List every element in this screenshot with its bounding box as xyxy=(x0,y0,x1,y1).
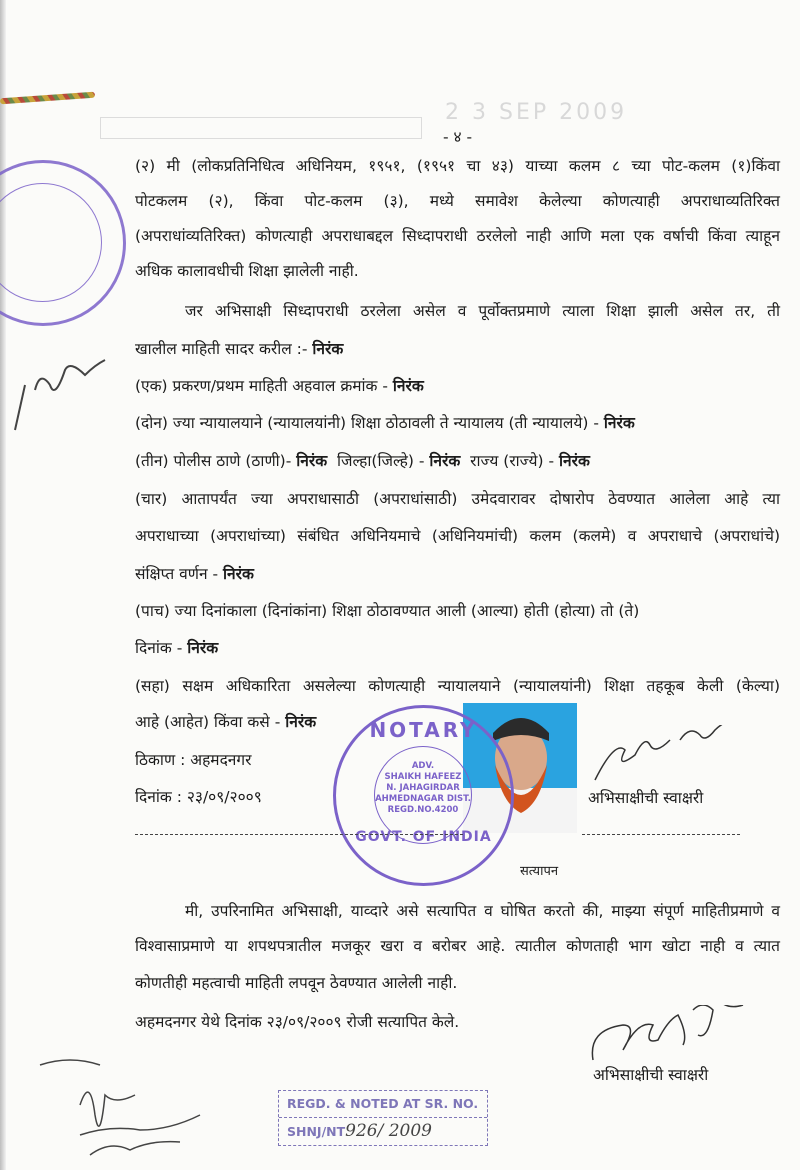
nil-value: निरंक xyxy=(559,452,590,470)
nil-value: निरंक xyxy=(187,639,219,657)
verification-heading: सत्यापन xyxy=(520,864,559,879)
item-char-line: संक्षिप्त वर्णन - निरंक xyxy=(135,565,254,583)
notary-stamp-bottom-text: GOVT. OF INDIA xyxy=(355,829,492,845)
para1-line: पोटकलम (२), किंवा पोट-कलम (३), मध्ये समावेश केलेल्या कोणत्याही अपराधाव्यतिरिक्त xyxy=(135,192,780,210)
page-number: - ४ - xyxy=(442,128,473,146)
place: ठिकाण : अहमदनगर xyxy=(135,751,252,769)
verification-line: अहमदनगर येथे दिनांक २३/०९/२००९ रोजी सत्यापित केले. xyxy=(135,1013,460,1031)
binding-thread xyxy=(0,92,95,105)
nil-value: निरंक xyxy=(392,377,424,395)
nil-value: निरंक xyxy=(429,452,461,470)
deponent-signature-label: अभिसाक्षीची स्वाक्षरी xyxy=(588,789,704,807)
item-char-line: (चार) आतापर्यंत ज्या अपराधासाठी (अपराधांसाठी) उमेदवारावर दोषारोप ठेवण्यात आलेला आहे त्या xyxy=(135,490,780,508)
ghost-date-stamp: 2 3 SEP 2009 xyxy=(445,100,628,125)
verification-line: मी, उपरिनामित अभिसाक्षी, याव्दारे असे सत्यापित व घोषित करतो की, माझ्या संपूर्ण माहितीप्रमाणे व xyxy=(185,902,780,920)
item-char-line: अपराधाच्या (अपराधांच्या) संबंधित अधिनियमाचे (अधिनियमांची) कलम (कलमे) व अपराधाचे (अपराधांचे) xyxy=(135,527,780,545)
item-saha-line: (सहा) सक्षम अधिकारिता असलेल्या कोणत्याही न्यायालयाने (न्यायालयांनी) शिक्षा तहकूब केली (केल्या) xyxy=(135,677,780,695)
notary-stamp xyxy=(333,705,514,886)
handwritten-initials-left xyxy=(5,335,115,445)
date: दिनांक : २३/०९/२००९ xyxy=(135,788,262,806)
notary-stamp-left xyxy=(0,160,126,326)
deponent-signature xyxy=(590,725,770,785)
register-stamp-line1: REGD. & NOTED AT SR. NO. xyxy=(287,1096,479,1111)
handwritten-notes-bottom-left xyxy=(30,1045,230,1165)
item-pach-line: (पाच) ज्या दिनांकाला (दिनांकांना) शिक्षा ठोठावण्यात आली (आल्या) होती (होत्या) तो (ते) xyxy=(135,602,640,620)
verification-line: विश्वासाप्रमाणे या शपथपत्रातील मजकूर खरा व बरोबर आहे. त्यातील कोणताही भाग खोटा नाही व त्यात xyxy=(135,937,780,955)
verification-signature xyxy=(585,1005,775,1065)
register-stamp xyxy=(278,1090,488,1146)
verification-signature-label: अभिसाक्षीची स्वाक्षरी xyxy=(593,1066,709,1084)
para2-line: खालील माहिती सादर करील :- निरंक xyxy=(135,340,344,358)
item-ek: (एक) प्रकरण/प्रथम माहिती अहवाल क्रमांक - निरंक xyxy=(135,377,424,395)
para1-line: (२) मी (लोकप्रतिनिधित्व अधिनियम, १९५१, (१९५१ चा ४३) याच्या कलम ८ च्या पोट-कलम (१)किंवा xyxy=(135,157,780,175)
nil-value: निरंक xyxy=(223,565,254,583)
item-don: (दोन) ज्या न्यायालयाने (न्यायालयांनी) शिक्षा ठोठावली ते न्यायालय (ती न्यायालये) - निरंक xyxy=(135,414,635,432)
nil-value: निरंक xyxy=(603,414,635,432)
nil-value: निरंक xyxy=(312,340,344,358)
item-pach-line: दिनांक - निरंक xyxy=(135,639,219,657)
divider-left xyxy=(135,834,463,835)
register-number-handwritten: 926/ 2009 xyxy=(345,1121,432,1141)
notary-stamp-top-text: NOTARY xyxy=(369,718,478,742)
item-saha-line: आहे (आहेत) किंवा कसे - निरंक xyxy=(135,713,317,731)
para2-line: जर अभिसाक्षी सिध्दापराधी ठरलेला असेल व पूर्वोक्तप्रमाणे त्याला शिक्षा झाली असेल तर, ती xyxy=(185,302,780,320)
nil-value: निरंक xyxy=(285,713,317,731)
nil-value: निरंक xyxy=(296,452,328,470)
para1-line: (अपराधांव्यतिरिक्त) कोणत्याही अपराधाबद्दल सिध्दापराधी ठरलेलो नाही आणि मला एक वर्षाची किंवा त्याहून xyxy=(135,227,780,245)
notary-stamp-inner-text: ADV. SHAIKH HAFEEZ N. JAHAGIRDAR AHMEDNAGAR DIST. REGD.NO.4200 xyxy=(375,761,471,815)
divider-right xyxy=(582,834,740,835)
para1-line: अधिक कालावधीची शिक्षा झालेली नाही. xyxy=(135,262,359,280)
item-teen: (तीन) पोलीस ठाणे (ठाणी)- निरंक जिल्हा(जिल्हे) - निरंक राज्य (राज्ये) - निरंक xyxy=(135,452,590,470)
verification-line: कोणतीही महत्वाची माहिती लपवून ठेवण्यात आलेली नाही. xyxy=(135,974,458,992)
register-stamp-line2: SHNJ/NT926/ 2009 xyxy=(279,1117,487,1144)
